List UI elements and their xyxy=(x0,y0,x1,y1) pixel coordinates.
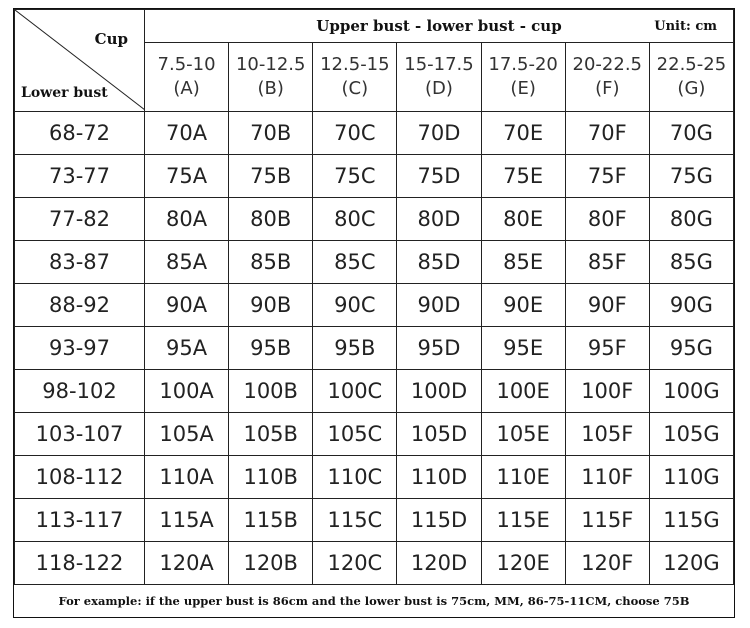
size-cell: 100G xyxy=(649,370,733,413)
cup-column-header xyxy=(649,43,733,112)
table-row xyxy=(15,112,734,155)
size-cell: 75C xyxy=(313,155,397,198)
header-title: Upper bust - lower bust - cup xyxy=(316,17,562,35)
size-cell: 115G xyxy=(649,499,733,542)
size-cell: 75B xyxy=(229,155,313,198)
size-cell: 110F xyxy=(565,456,649,499)
size-cell: 95F xyxy=(565,327,649,370)
lower-bust-range: 118-122 xyxy=(15,542,145,585)
size-cell: 90D xyxy=(397,284,481,327)
lower-bust-range: 98-102 xyxy=(15,370,145,413)
size-cell: 85F xyxy=(565,241,649,284)
size-cell: 100E xyxy=(481,370,565,413)
size-cell: 105G xyxy=(649,413,733,456)
size-cell: 115B xyxy=(229,499,313,542)
lower-bust-range: 83-87 xyxy=(15,241,145,284)
cup-range: 20-22.5 xyxy=(572,54,643,75)
table-row xyxy=(15,198,734,241)
size-cell: 105A xyxy=(145,413,229,456)
size-cell: 110B xyxy=(229,456,313,499)
table-row xyxy=(15,370,734,413)
size-cell: 110C xyxy=(313,456,397,499)
size-cell: 75E xyxy=(481,155,565,198)
size-cell: 110D xyxy=(397,456,481,499)
cup-letter: (D) xyxy=(425,78,453,99)
lower-bust-range: 88-92 xyxy=(15,284,145,327)
cup-column-header xyxy=(313,43,397,112)
size-cell: 80A xyxy=(145,198,229,241)
size-cell: 115D xyxy=(397,499,481,542)
lower-bust-range: 103-107 xyxy=(15,413,145,456)
size-cell: 105F xyxy=(565,413,649,456)
lower-bust-range: 113-117 xyxy=(15,499,145,542)
cup-range: 17.5-20 xyxy=(488,54,558,75)
size-cell: 110E xyxy=(481,456,565,499)
size-cell: 80F xyxy=(565,198,649,241)
size-cell: 95G xyxy=(649,327,733,370)
size-cell: 90C xyxy=(313,284,397,327)
table-row xyxy=(15,327,734,370)
size-table-body xyxy=(15,112,734,585)
table-row xyxy=(15,456,734,499)
size-cell: 100A xyxy=(145,370,229,413)
lower-bust-range: 77-82 xyxy=(15,198,145,241)
cup-column-header xyxy=(481,43,565,112)
size-cell: 95A xyxy=(145,327,229,370)
size-cell: 115C xyxy=(313,499,397,542)
size-cell: 85B xyxy=(229,241,313,284)
example-note: For example: if the upper bust is 86cm and the lower bust is 75cm, MM, 86-75-11CM, choose 75B xyxy=(58,594,690,608)
size-cell: 80G xyxy=(649,198,733,241)
table-row xyxy=(15,241,734,284)
cup-letter: (C) xyxy=(341,78,369,99)
upper-bust-header xyxy=(145,10,734,43)
size-cell: 120G xyxy=(649,542,733,585)
size-cell: 90A xyxy=(145,284,229,327)
size-cell: 85D xyxy=(397,241,481,284)
cup-column-header xyxy=(565,43,649,112)
cup-letter: (F) xyxy=(595,78,620,99)
size-cell: 115E xyxy=(481,499,565,542)
cup-range: 15-17.5 xyxy=(404,54,474,75)
size-cell: 80D xyxy=(397,198,481,241)
size-cell: 100B xyxy=(229,370,313,413)
size-cell: 100D xyxy=(397,370,481,413)
size-cell: 105D xyxy=(397,413,481,456)
cup-letter: (G) xyxy=(677,78,706,99)
cup-range: 7.5-10 xyxy=(157,54,216,75)
size-cell: 110A xyxy=(145,456,229,499)
cup-letter: (E) xyxy=(510,78,536,99)
size-cell: 105C xyxy=(313,413,397,456)
corner-header xyxy=(15,10,145,112)
cup-range: 22.5-25 xyxy=(656,54,727,75)
size-cell: 120A xyxy=(145,542,229,585)
size-cell: 80C xyxy=(313,198,397,241)
lower-bust-range: 73-77 xyxy=(15,155,145,198)
cup-column-header xyxy=(229,43,313,112)
table-row xyxy=(15,499,734,542)
lower-bust-axis-label: Lower bust xyxy=(21,85,108,101)
size-cell: 100F xyxy=(565,370,649,413)
size-cell: 75D xyxy=(397,155,481,198)
size-cell: 120D xyxy=(397,542,481,585)
cup-axis-label: Cup xyxy=(94,30,128,48)
size-cell: 70A xyxy=(145,112,229,155)
cup-letter: (B) xyxy=(257,78,284,99)
table-row xyxy=(15,155,734,198)
size-cell: 85C xyxy=(313,241,397,284)
size-cell: 85A xyxy=(145,241,229,284)
size-cell: 110G xyxy=(649,456,733,499)
size-cell: 95B xyxy=(313,327,397,370)
size-cell: 75G xyxy=(649,155,733,198)
size-cell: 100C xyxy=(313,370,397,413)
size-cell: 80E xyxy=(481,198,565,241)
table-row xyxy=(15,413,734,456)
size-cell: 70C xyxy=(313,112,397,155)
size-cell: 85G xyxy=(649,241,733,284)
size-cell: 90G xyxy=(649,284,733,327)
size-cell: 120E xyxy=(481,542,565,585)
cup-letter: (A) xyxy=(173,78,200,99)
table-row xyxy=(15,542,734,585)
size-cell: 80B xyxy=(229,198,313,241)
unit-label: Unit: cm xyxy=(654,19,717,34)
size-cell: 75A xyxy=(145,155,229,198)
size-cell: 70E xyxy=(481,112,565,155)
size-cell: 70G xyxy=(649,112,733,155)
size-cell: 120F xyxy=(565,542,649,585)
size-cell: 95E xyxy=(481,327,565,370)
bra-size-chart xyxy=(13,8,735,618)
size-cell: 120B xyxy=(229,542,313,585)
size-cell: 115F xyxy=(565,499,649,542)
size-table xyxy=(14,9,734,585)
size-cell: 70D xyxy=(397,112,481,155)
size-cell: 95D xyxy=(397,327,481,370)
size-cell: 115A xyxy=(145,499,229,542)
size-cell: 75F xyxy=(565,155,649,198)
lower-bust-range: 108-112 xyxy=(15,456,145,499)
size-cell: 105E xyxy=(481,413,565,456)
cup-range: 12.5-15 xyxy=(320,54,390,75)
size-cell: 95B xyxy=(229,327,313,370)
size-cell: 105B xyxy=(229,413,313,456)
cup-column-header xyxy=(145,43,229,112)
cup-range: 10-12.5 xyxy=(235,54,306,75)
size-cell: 90E xyxy=(481,284,565,327)
lower-bust-range: 68-72 xyxy=(15,112,145,155)
size-cell: 90B xyxy=(229,284,313,327)
cup-column-header xyxy=(397,43,481,112)
lower-bust-range: 93-97 xyxy=(15,327,145,370)
size-cell: 85E xyxy=(481,241,565,284)
size-cell: 70F xyxy=(565,112,649,155)
size-cell: 120C xyxy=(313,542,397,585)
size-cell: 90F xyxy=(565,284,649,327)
table-row xyxy=(15,284,734,327)
size-cell: 70B xyxy=(229,112,313,155)
